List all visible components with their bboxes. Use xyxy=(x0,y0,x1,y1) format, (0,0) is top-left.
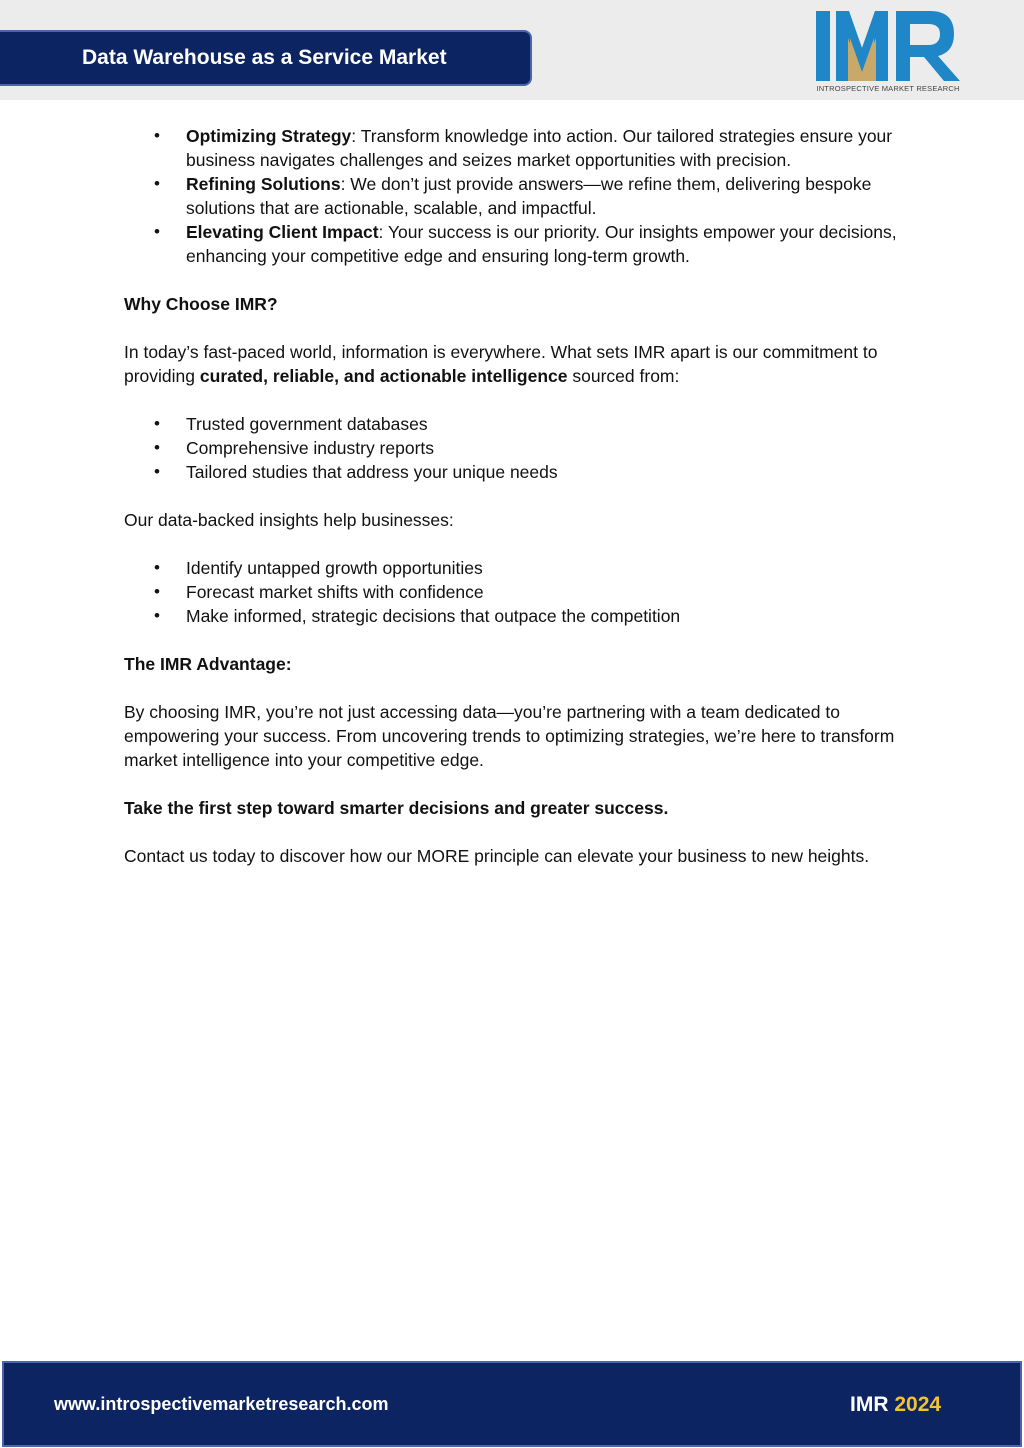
advantage-heading: The IMR Advantage: xyxy=(124,654,292,674)
help-intro: Our data-backed insights help businesses: xyxy=(124,510,454,530)
help-list xyxy=(124,556,904,628)
document-body xyxy=(124,124,904,868)
list-item: • Forecast market shifts with confidence xyxy=(186,580,904,604)
list-item: • Optimizing Strategy: Transform knowledge into action. Our tailored strategies ensure your business navigates challenges and seizes market opportunities with precision. xyxy=(186,124,904,172)
intro-bullet-list xyxy=(124,124,904,268)
why-paragraph: In today’s fast-paced world, information is everywhere. What sets IMR apart is our commitment to providing curated, reliable, and actionable intelligence sourced from: xyxy=(124,342,878,386)
list-item: • Tailored studies that address your unique needs xyxy=(186,460,904,484)
sources-list xyxy=(124,412,904,484)
list-item: • Trusted government databases xyxy=(186,412,904,436)
footer xyxy=(2,1361,1022,1447)
why-heading: Why Choose IMR? xyxy=(124,294,278,314)
footer-website-link[interactable]: www.introspectivemarketresearch.com xyxy=(54,1394,389,1414)
list-item: • Comprehensive industry reports xyxy=(186,436,904,460)
cta-heading: Take the first step toward smarter decisions and greater success. xyxy=(124,798,669,818)
title-banner xyxy=(0,30,532,86)
list-item: • Make informed, strategic decisions that outpace the competition xyxy=(186,604,904,628)
advantage-paragraph: By choosing IMR, you’re not just accessing data—you’re partnering with a team dedicated to empowering your success. From uncovering trends to optimizing strategies, we’re here to transform market intelligence into your competitive edge. xyxy=(124,702,895,770)
list-item: • Elevating Client Impact: Your success is our priority. Our insights empower your decisions, enhancing your competitive edge and ensuring long-term growth. xyxy=(186,220,904,268)
imr-logo-mark xyxy=(814,8,964,82)
footer-brand: IMR 2024 xyxy=(850,1393,942,1416)
header-band xyxy=(0,0,1024,100)
logo-tagline: INTROSPECTIVE MARKET RESEARCH xyxy=(816,84,960,93)
list-item: • Refining Solutions: We don’t just provide answers—we refine them, delivering bespoke solutions that are actionable, scalable, and impactful. xyxy=(186,172,904,220)
contact-paragraph: Contact us today to discover how our MORE principle can elevate your business to new heights. xyxy=(124,846,870,866)
imr-logo xyxy=(814,8,964,96)
footer-year: 2024 xyxy=(894,1393,942,1416)
list-item: • Identify untapped growth opportunities xyxy=(186,556,904,580)
page-title: Data Warehouse as a Service Market xyxy=(82,46,447,69)
